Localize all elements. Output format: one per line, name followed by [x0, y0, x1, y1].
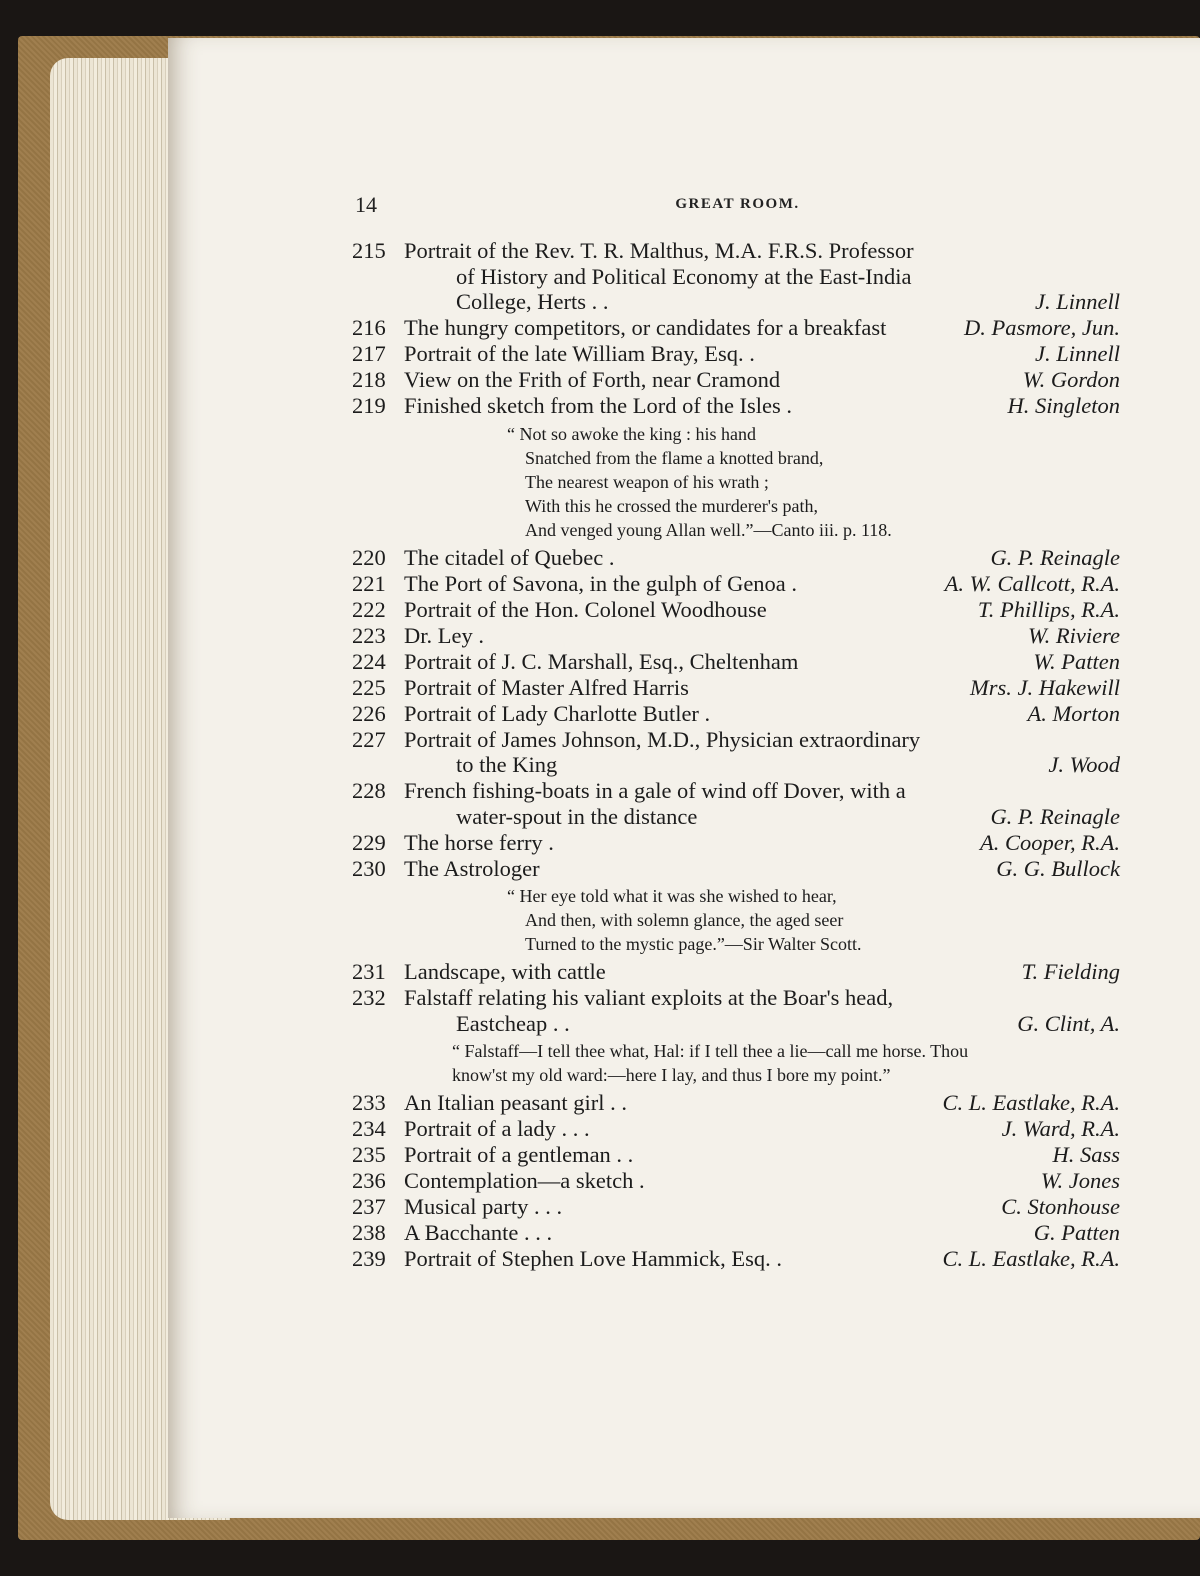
entry-title: Dr. Ley . [404, 622, 484, 648]
artist-name: C. L. Eastlake, R.A. [942, 1246, 1120, 1271]
entry-line [352, 830, 1120, 856]
artist-name: J. Linnell [1035, 341, 1120, 366]
artist-name: T. Phillips, R.A. [977, 596, 1120, 622]
quote-line: The nearest weapon of his wrath ; [525, 471, 769, 492]
catalogue-entry [352, 623, 1120, 649]
quote-line: Snatched from the flame a knotted brand, [525, 447, 824, 468]
entry-number: 220 [352, 544, 386, 570]
entry-line [352, 1194, 1120, 1220]
catalogue-entry [352, 1246, 1120, 1272]
artist-name: J. Wood [1048, 752, 1120, 777]
entry-title: Falstaff relating his valiant exploits at the Boar's head, [404, 985, 894, 1010]
entry-title: Portrait of a gentleman . . [404, 1142, 634, 1167]
entry-line [352, 545, 1120, 571]
artist-name: A. W. Callcott, R.A. [944, 570, 1120, 596]
entry-title: Portrait of Lady Charlotte Butler . [404, 700, 711, 726]
catalogue-entry [352, 1116, 1120, 1142]
entry-title: Portrait of James Johnson, M.D., Physician extraordinary [404, 726, 921, 752]
entry-title: Portrait of Master Alfred Harris [404, 674, 689, 700]
catalogue-entry [352, 597, 1120, 623]
entry-line [352, 1168, 1120, 1194]
artist-name: W. Gordon [1022, 367, 1120, 392]
quote-line: “ Falstaff—I tell thee what, Hal: if I tell thee a lie—call me horse. Thou know'st my old ward:—here I lay, and thus I bore my point.” [452, 1041, 969, 1085]
artist-name: T. Fielding [1021, 959, 1120, 984]
entry-title: Portrait of the late William Bray, Esq. . [404, 341, 755, 366]
entry-number: 216 [352, 315, 386, 340]
artist-name: A. Cooper, R.A. [980, 829, 1120, 855]
entry-line [352, 959, 1120, 985]
entry-number: 235 [352, 1142, 386, 1167]
entry-line [352, 804, 1120, 830]
entry-line [352, 341, 1120, 367]
artist-name: G. Clint, A. [1017, 1010, 1120, 1036]
entry-number: 222 [352, 596, 386, 622]
catalogue-entry [352, 1168, 1120, 1194]
artist-name: A. Morton [1027, 700, 1120, 726]
entry-title: Landscape, with cattle [404, 959, 606, 984]
entry-line [352, 649, 1120, 675]
entry-number: 226 [352, 700, 386, 726]
entry-title: Musical party . . . [404, 1194, 563, 1219]
entry-line [352, 1011, 1120, 1037]
artist-name: J. Ward, R.A. [1001, 1116, 1120, 1141]
entry-line [352, 393, 1120, 419]
entry-number: 229 [352, 829, 386, 855]
entry-title: Contemplation—a sketch . [404, 1168, 645, 1193]
artist-name: G. P. Reinagle [990, 544, 1120, 570]
entry-number: 237 [352, 1194, 386, 1219]
artist-name: J. Linnell [1035, 289, 1120, 314]
catalogue-entry [352, 985, 1120, 1036]
entry-number: 233 [352, 1090, 386, 1115]
entry-line [352, 367, 1120, 393]
catalogue-entry [352, 1220, 1120, 1246]
artist-name: G. G. Bullock [996, 855, 1120, 881]
entry-line [352, 675, 1120, 701]
entry-line [352, 315, 1120, 341]
entry-title: Portrait of the Hon. Colonel Woodhouse [404, 596, 767, 622]
catalogue-entry [352, 959, 1120, 985]
catalogue-entry [352, 238, 1120, 315]
entry-number: 232 [352, 985, 386, 1010]
entry-title: French fishing-boats in a gale of wind off Dover, with a [404, 778, 906, 803]
entry-number: 238 [352, 1220, 386, 1245]
catalogue-entry [352, 1194, 1120, 1220]
entry-title: The horse ferry . [404, 829, 554, 855]
quote-line: “ Her eye told what it was she wished to hear, [507, 886, 837, 906]
entry-title: Portrait of Stephen Love Hammick, Esq. . [404, 1246, 783, 1271]
catalogue-entry [352, 341, 1120, 367]
prose-quote [352, 1039, 1120, 1087]
entry-title: Finished sketch from the Lord of the Isles . [404, 393, 793, 418]
artist-name: D. Pasmore, Jun. [963, 315, 1120, 340]
catalogue-entry [352, 315, 1120, 341]
entry-number: 225 [352, 674, 386, 700]
entry-number: 218 [352, 367, 386, 392]
catalogue-entry [352, 675, 1120, 701]
quote-line: And then, with solemn glance, the aged seer [525, 910, 844, 930]
entry-line [352, 1116, 1120, 1142]
entry-line [352, 623, 1120, 649]
entry-number: 223 [352, 622, 386, 648]
entry-number: 217 [352, 341, 386, 366]
page-header [355, 192, 1120, 220]
artist-name: H. Sass [1052, 1142, 1120, 1167]
entry-title: The citadel of Quebec . [404, 544, 615, 570]
catalogue-entry [352, 367, 1120, 393]
entry-title: Portrait of the Rev. T. R. Malthus, M.A. F.R.S. Professor [404, 238, 914, 263]
entry-line [352, 778, 1120, 804]
entry-number: 224 [352, 648, 386, 674]
entry-number: 219 [352, 393, 386, 418]
catalogue-entry [352, 778, 1120, 829]
entry-line [352, 856, 1120, 882]
catalogue-entry [352, 545, 1120, 571]
artist-name: H. Singleton [1007, 393, 1120, 418]
quote-line: And venged young Allan well.”—Canto iii. p. 118. [525, 519, 892, 540]
artist-name: Mrs. J. Hakewill [970, 674, 1120, 700]
entry-title: The Astrologer [404, 855, 540, 881]
catalogue-entry [352, 701, 1120, 727]
entry-title-continued: water-spout in the distance [456, 803, 698, 829]
entry-line [352, 727, 1120, 753]
entry-line [352, 571, 1120, 597]
catalogue-entry [352, 571, 1120, 597]
verse-quote [352, 422, 1120, 542]
entry-title: An Italian peasant girl . . [404, 1090, 628, 1115]
artist-name: C. Stonhouse [1001, 1194, 1120, 1219]
entry-line [352, 752, 1120, 778]
entry-number: 239 [352, 1246, 386, 1271]
entry-title: Portrait of a lady . . . [404, 1116, 590, 1141]
entry-title: A Bacchante . . . [404, 1220, 553, 1245]
entry-title-continued: of History and Political Economy at the East-India [456, 263, 912, 289]
quote-line: “ Not so awoke the king : his hand [507, 423, 756, 444]
catalogue-entry [352, 727, 1120, 778]
entry-line [352, 1220, 1120, 1246]
entry-line [352, 701, 1120, 727]
artist-name: W. Riviere [1027, 622, 1120, 648]
entry-number: 215 [352, 238, 386, 263]
artist-name: W. Jones [1040, 1168, 1120, 1193]
entry-line [352, 985, 1120, 1011]
entry-line [352, 597, 1120, 623]
catalogue-entry [352, 393, 1120, 419]
quote-line: Turned to the mystic page.”—Sir Walter Scott. [525, 934, 862, 954]
entry-title: Portrait of J. C. Marshall, Esq., Cheltenham [404, 648, 799, 674]
entry-line [352, 238, 1120, 264]
entry-number: 236 [352, 1168, 386, 1193]
entry-line [352, 289, 1120, 315]
catalogue-entry [352, 1090, 1120, 1116]
entry-line [352, 1246, 1120, 1272]
running-title: GREAT ROOM. [675, 196, 800, 212]
page-number: 14 [355, 192, 377, 217]
catalogue-entry [352, 1142, 1120, 1168]
entry-number: 231 [352, 959, 386, 984]
entry-title-continued: Eastcheap . . [456, 1010, 570, 1036]
verse-quote [352, 884, 1120, 956]
entry-title-continued: College, Herts . . [456, 289, 609, 314]
artist-name: G. Patten [1033, 1220, 1120, 1245]
entry-line [352, 1090, 1120, 1116]
artist-name: G. P. Reinagle [990, 803, 1120, 829]
entry-number: 221 [352, 570, 386, 596]
entry-line [352, 1142, 1120, 1168]
catalogue-list [352, 238, 1120, 1272]
quote-line: With this he crossed the murderer's path, [525, 495, 818, 516]
entry-number: 230 [352, 855, 386, 881]
entry-title: View on the Frith of Forth, near Cramond [404, 367, 781, 392]
entry-title: The Port of Savona, in the gulph of Genoa . [404, 570, 798, 596]
entry-title: The hungry competitors, or candidates for a breakfast [404, 315, 887, 340]
catalogue-entry [352, 856, 1120, 882]
catalogue-entry [352, 830, 1120, 856]
entry-number: 234 [352, 1116, 386, 1141]
entry-line [352, 264, 1120, 290]
entry-number: 227 [352, 726, 386, 752]
entry-title-continued: to the King [456, 752, 558, 777]
entry-number: 228 [352, 778, 386, 803]
artist-name: C. L. Eastlake, R.A. [942, 1090, 1120, 1115]
catalogue-entry [352, 649, 1120, 675]
artist-name: W. Patten [1033, 648, 1120, 674]
